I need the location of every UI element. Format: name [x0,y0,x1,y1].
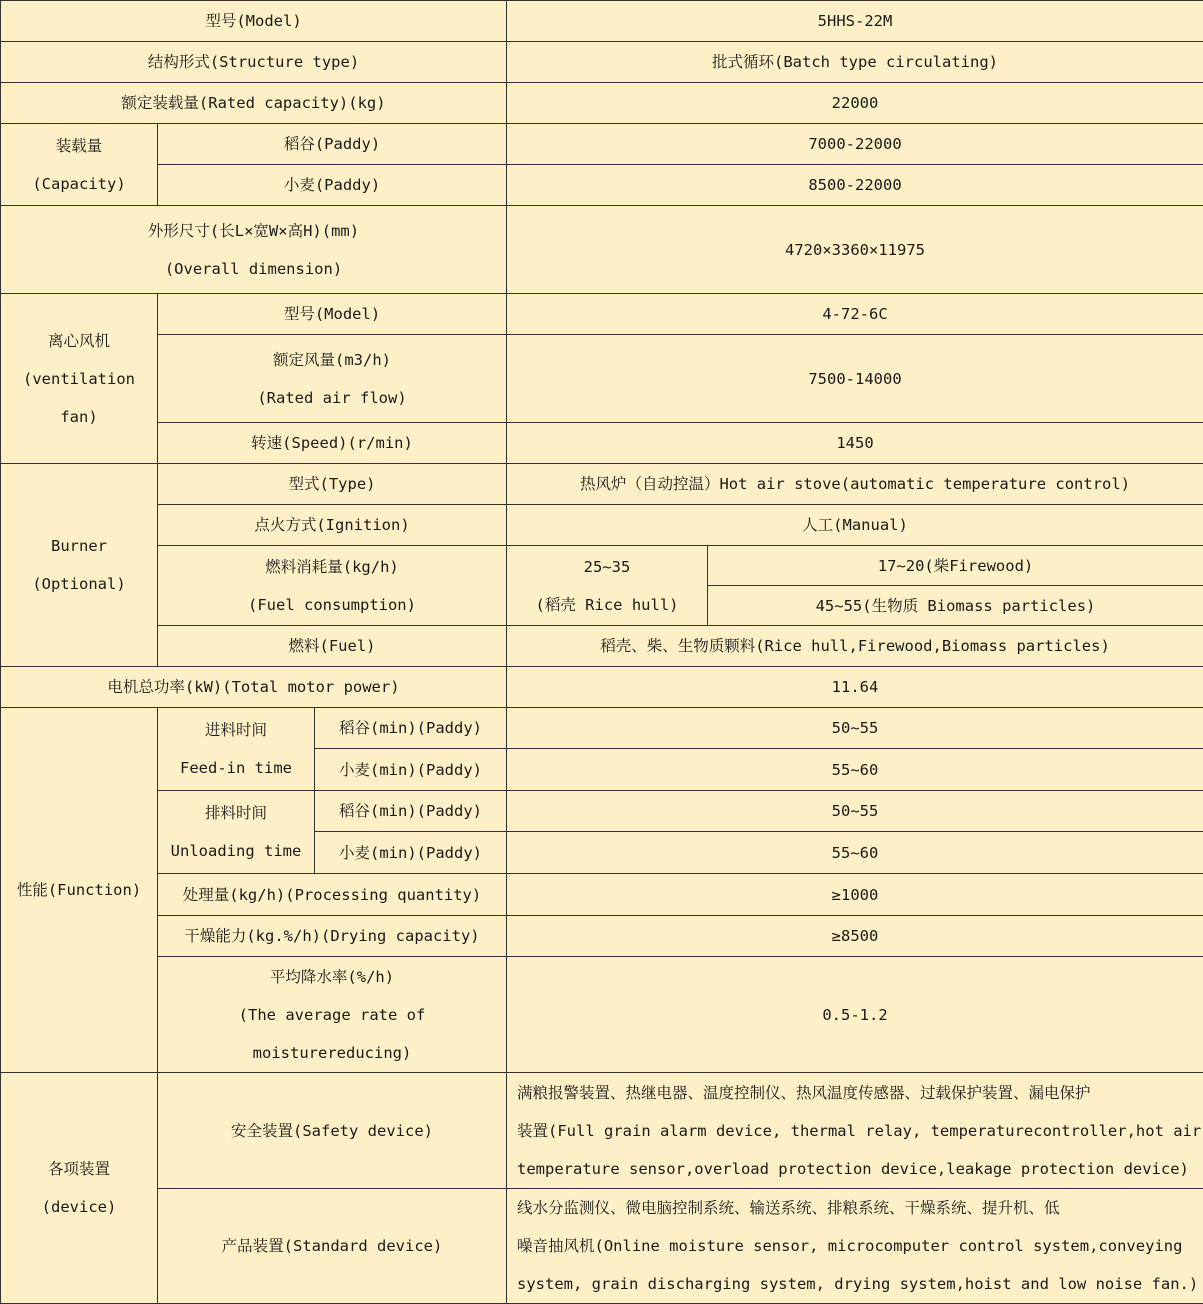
row-processing [1,874,1203,916]
dimension-label [1,206,507,294]
device-label-cn: 各项装置 [5,1150,153,1188]
unloading-paddy-label: 稻谷(min)(Paddy) [315,791,507,832]
dimension-label-en: (Overall dimension) [5,250,502,288]
burner-label-line2: (Optional) [5,565,153,603]
fuel-consumption-label-en: (Fuel consumption) [162,586,502,624]
dimension-label-cn: 外形尺寸(长L×宽W×高H)(mm) [5,212,502,250]
structure-value: 批式循环(Batch type circulating) [507,42,1203,83]
standard-device-line3: system, grain discharging system, drying system,hoist and low noise fan.) [517,1265,1193,1303]
feed-in-label-cn: 进料时间 [162,711,310,749]
row-motor-power [1,667,1203,708]
row-model [1,1,1203,42]
safety-device-label: 安全装置(Safety device) [158,1073,507,1189]
fan-group-label [1,294,158,464]
motor-power-label: 电机总功率(kW)(Total motor power) [1,667,507,708]
row-feed-in-paddy [1,708,1203,749]
burner-group-label [1,464,158,667]
burner-type-label: 型式(Type) [158,464,507,505]
standard-device-line1: 线水分监测仪、微电脑控制系统、输送系统、排粮系统、干燥系统、提升机、低 [517,1189,1193,1227]
unloading-label-cn: 排料时间 [162,794,310,832]
moisture-label-line3: moisturereducing) [162,1034,502,1072]
safety-device-line1: 满粮报警装置、热继电器、温度控制仪、热风温度传感器、过载保护装置、漏电保护 [517,1074,1193,1112]
capacity-paddy-value: 7000-22000 [507,124,1203,165]
fuel-consumption-label [158,546,507,626]
moisture-label-line2: (The average rate of [162,996,502,1034]
fuel-consumption-firewood: 17~20(柴Firewood) [708,546,1203,586]
drying-label: 干燥能力(kg.%/h)(Drying capacity) [158,916,507,957]
model-value: 5HHS-22M [507,1,1203,42]
capacity-label-cn: 装载量 [5,127,153,165]
row-burner-fuel [1,626,1203,667]
burner-ignition-value: 人工(Manual) [507,505,1203,546]
feed-in-paddy-value: 50~55 [507,708,1203,749]
row-rated-capacity [1,83,1203,124]
motor-power-value: 11.64 [507,667,1203,708]
row-dimension [1,206,1203,294]
row-safety-device [1,1073,1203,1189]
row-capacity-wheat [1,165,1203,206]
moisture-label [158,957,507,1073]
fan-model-label: 型号(Model) [158,294,507,335]
unloading-wheat-label: 小麦(min)(Paddy) [315,832,507,874]
moisture-value: 0.5-1.2 [507,957,1203,1073]
feed-in-paddy-label: 稻谷(min)(Paddy) [315,708,507,749]
row-burner-type [1,464,1203,505]
unloading-label [158,791,315,874]
rated-capacity-value: 22000 [507,83,1203,124]
fan-speed-value: 1450 [507,423,1203,464]
row-structure [1,42,1203,83]
fan-airflow-label-cn: 额定风量(m3/h) [162,341,502,379]
model-label: 型号(Model) [1,1,507,42]
rice-hull-label: (稻壳 Rice hull) [511,586,703,624]
burner-label-line1: Burner [5,527,153,565]
row-standard-device [1,1189,1203,1304]
burner-type-value: 热风炉（自动控温）Hot air stove(automatic temperature control) [507,464,1203,505]
feed-in-wheat-value: 55~60 [507,749,1203,791]
fan-speed-label: 转速(Speed)(r/min) [158,423,507,464]
fuel-consumption-rice-hull [507,546,708,626]
unloading-wheat-value: 55~60 [507,832,1203,874]
row-fan-speed [1,423,1203,464]
safety-device-value [507,1073,1203,1189]
function-group-label: 性能(Function) [1,708,158,1073]
unloading-label-en: Unloading time [162,832,310,870]
fan-label-line2: (ventilation [5,360,153,398]
row-moisture [1,957,1203,1073]
fuel-consumption-biomass: 45~55(生物质 Biomass particles) [708,586,1203,626]
row-drying [1,916,1203,957]
structure-label: 结构形式(Structure type) [1,42,507,83]
row-fuel-consumption-firewood [1,546,1203,586]
standard-device-value [507,1189,1203,1304]
feed-in-label-en: Feed-in time [162,749,310,787]
row-fan-model [1,294,1203,335]
fan-airflow-label [158,335,507,423]
burner-fuel-label: 燃料(Fuel) [158,626,507,667]
standard-device-label: 产品装置(Standard device) [158,1189,507,1304]
safety-device-line3: temperature sensor,overload protection device,leakage protection device) [517,1150,1193,1188]
capacity-wheat-value: 8500-22000 [507,165,1203,206]
device-group-label [1,1073,158,1304]
processing-label: 处理量(kg/h)(Processing quantity) [158,874,507,916]
fan-label-line1: 离心风机 [5,322,153,360]
rice-hull-value: 25~35 [511,548,703,586]
unloading-paddy-value: 50~55 [507,791,1203,832]
fan-airflow-value: 7500-14000 [507,335,1203,423]
capacity-paddy-label: 稻谷(Paddy) [158,124,507,165]
row-fan-airflow [1,335,1203,423]
row-burner-ignition [1,505,1203,546]
fan-label-line3: fan) [5,398,153,436]
fan-airflow-label-en: (Rated air flow) [162,379,502,417]
drying-value: ≥8500 [507,916,1203,957]
burner-ignition-label: 点火方式(Ignition) [158,505,507,546]
rated-capacity-label: 额定装载量(Rated capacity)(kg) [1,83,507,124]
fuel-consumption-label-cn: 燃料消耗量(kg/h) [162,548,502,586]
moisture-label-line1: 平均降水率(%/h) [162,958,502,996]
capacity-label-en: (Capacity) [5,165,153,203]
fan-model-value: 4-72-6C [507,294,1203,335]
burner-fuel-value: 稻壳、柴、生物质颗料(Rice hull,Firewood,Biomass particles) [507,626,1203,667]
dimension-value: 4720×3360×11975 [507,206,1203,294]
feed-in-wheat-label: 小麦(min)(Paddy) [315,749,507,791]
row-capacity-paddy [1,124,1203,165]
feed-in-label [158,708,315,791]
processing-value: ≥1000 [507,874,1203,916]
device-label-en: (device) [5,1188,153,1226]
safety-device-line2: 装置(Full grain alarm device, thermal relay, temperaturecontroller,hot air [517,1112,1193,1150]
capacity-group-label [1,124,158,206]
capacity-wheat-label: 小麦(Paddy) [158,165,507,206]
standard-device-line2: 噪音抽风机(Online moisture sensor, microcomputer control system,conveying [517,1227,1193,1265]
row-unloading-paddy [1,791,1203,832]
